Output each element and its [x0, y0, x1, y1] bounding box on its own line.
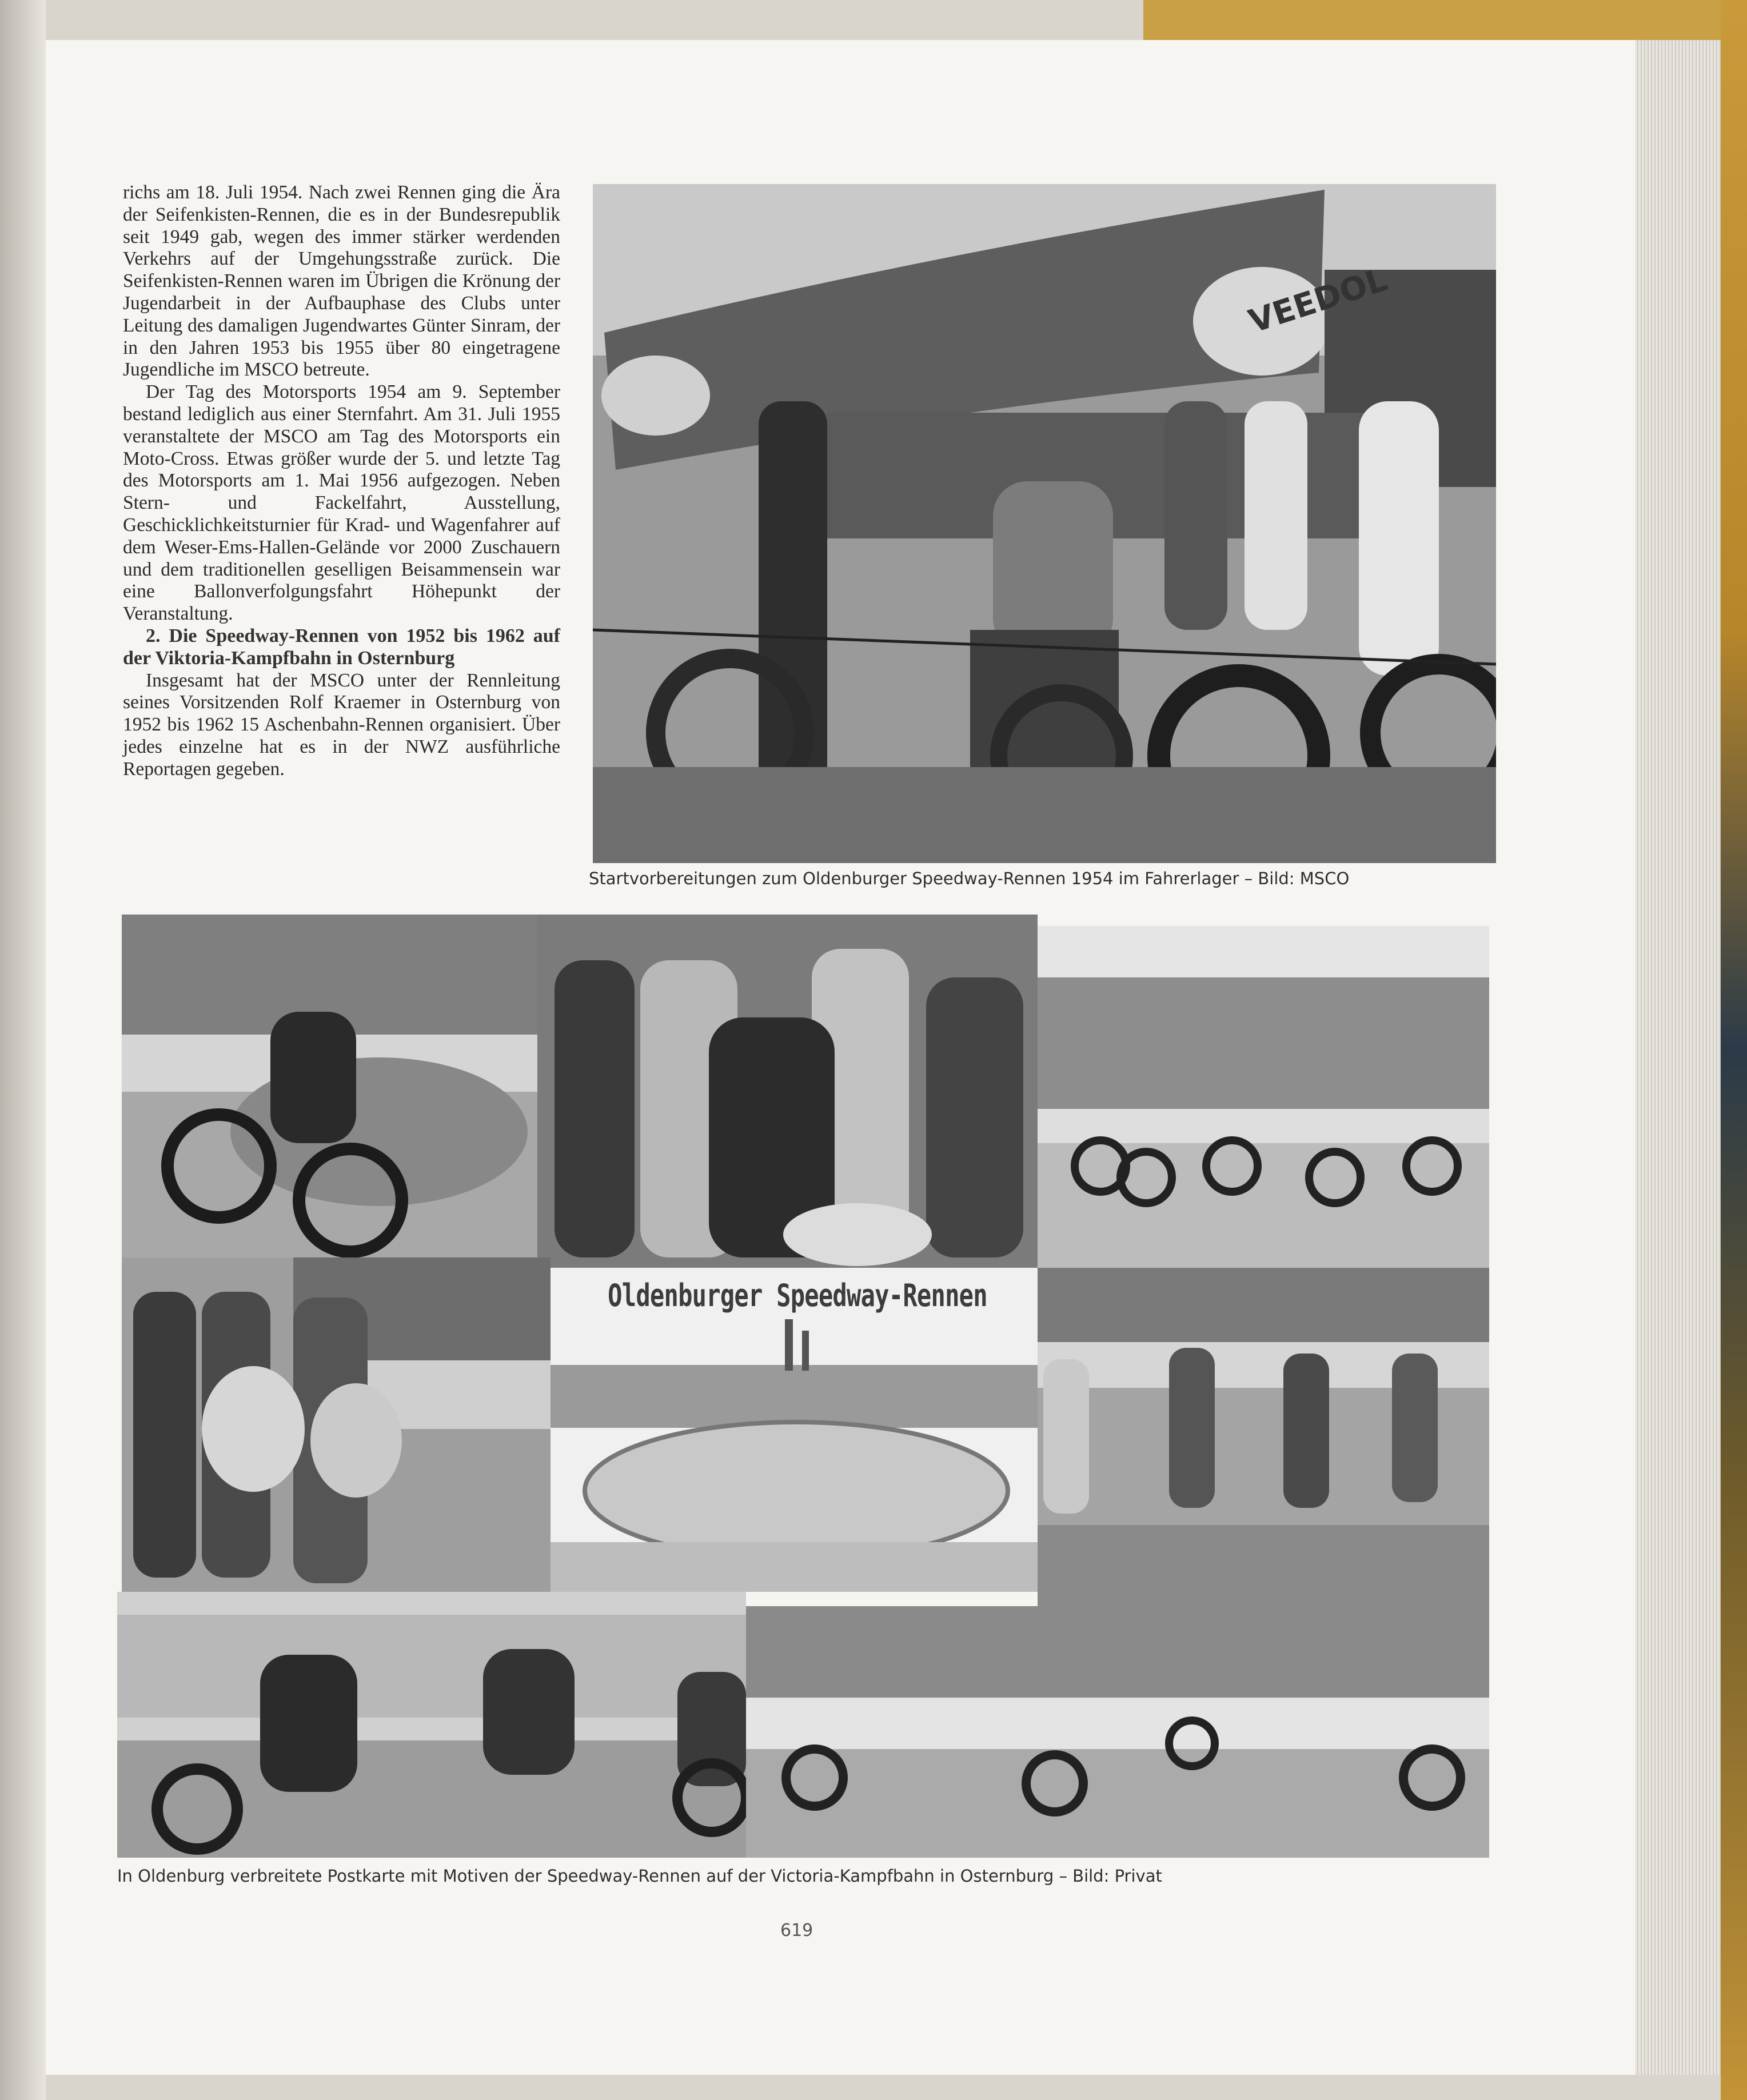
page-stack-edge — [1635, 40, 1721, 2075]
left-page-edge — [0, 0, 46, 2100]
photo-paddock — [593, 184, 1496, 863]
caption-postcard: In Oldenburg verbreitete Postkarte mit Motiven der Speedway-Rennen auf der Victoria-Kampfbahn in Osternburg – Bild: Privat — [117, 1866, 1162, 1886]
paragraph-3: Insgesamt hat der MSCO unter der Rennleitung seines Vorsitzenden Rolf Kraemer in Osternburg von 1952 bis 1962 15 Aschenbahn-Rennen organisiert. Über jedes einzelne hat es in der NWZ ausführliche Reportagen gegeben. — [123, 669, 560, 780]
photo-riders-pushing — [1038, 1268, 1489, 1608]
paragraph-1: richs am 18. Juli 1954. Nach zwei Rennen ging die Ära der Seifenkisten-Rennen, die es in der Bundesrepublik seit 1949 gab, wegen des immer stärker werdenden Verkehrs auf der Umgehungsstraße zurück. Die Seifenkisten-Rennen waren im Übrigen die Krönung der Jugendarbeit in der Aufbauphase des Clubs unter Leitung des damaligen Jugendwartes Günter Sinram, der in den Jahren 1953 bis 1955 über 80 eingetragene Jugendliche im MSCO betreute. — [123, 182, 560, 381]
photo-riders-bend-left — [117, 1592, 746, 1858]
photo-riders-group — [537, 915, 1038, 1268]
photo-riders-bend-right — [746, 1606, 1489, 1858]
section-heading: 2. Die Speedway-Rennen von 1952 bis 1962 auf der Viktoria-Kampfbahn in Osternburg — [123, 625, 560, 669]
postcard-heading: Oldenburger Speedway-Rennen — [608, 1277, 987, 1314]
paragraph-2: Der Tag des Motorsports 1954 am 9. September bestand lediglich aus einer Sternfahrt. Am 31. Juli 1955 veranstaltete der MSCO am Tag des Motorsports ein Moto-Cross. Etwas größer wurde der 5. und letzte Tag des Motorsports am 1. Mai 1956 aufgezogen. Neben Stern- und Fackelfahrt, Ausstellung, Geschicklichkeitsturnier für Krad- und Wagenfahrer auf dem Weser-Ems-Hallen-Gelände vor 2000 Zuschauern und dem traditionellen geselligen Beisammensein war eine Ballonverfolgungsfahrt Höhepunkt der Veranstaltung. — [123, 381, 560, 625]
caption-paddock: Startvorbereitungen zum Oldenburger Speedway-Rennen 1954 im Fahrerlager – Bild: MSCO — [589, 869, 1350, 888]
veedol-sign: VEEDOL — [1244, 261, 1392, 341]
book-cover-spine — [1721, 0, 1747, 2100]
photo-winners-flowers — [122, 1257, 551, 1592]
photo-stadium-postcard — [551, 1268, 1038, 1592]
page-number: 619 — [780, 1921, 813, 1941]
photo-rider-cornering — [122, 915, 537, 1257]
book-cover-top — [1143, 0, 1747, 40]
article-text — [123, 182, 560, 781]
photo-race-start-line — [1038, 926, 1489, 1268]
